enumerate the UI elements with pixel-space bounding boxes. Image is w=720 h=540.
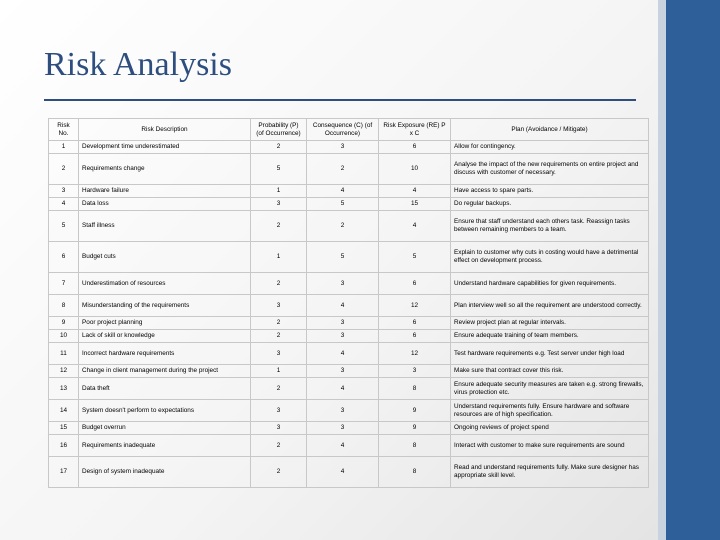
risk-exposure-value: 12 bbox=[379, 343, 451, 365]
risk-exposure-value: 6 bbox=[379, 317, 451, 330]
consequence-value: 4 bbox=[307, 295, 379, 317]
mitigation-plan: Explain to customer why cuts in costing would have a detrimental effect on development process. bbox=[451, 242, 649, 273]
probability-value: 5 bbox=[251, 154, 307, 185]
table-row bbox=[49, 273, 649, 295]
mitigation-plan: Ensure adequate security measures are taken e.g. strong firewalls, virus protection etc. bbox=[451, 378, 649, 400]
risk-number: 6 bbox=[49, 242, 79, 273]
risk-exposure-value: 6 bbox=[379, 141, 451, 154]
mitigation-plan: Do regular backups. bbox=[451, 198, 649, 211]
table-row bbox=[49, 317, 649, 330]
risk-exposure-value: 6 bbox=[379, 330, 451, 343]
risk-exposure-value: 10 bbox=[379, 154, 451, 185]
mitigation-plan: Plan interview well so all the requirement are understood correctly. bbox=[451, 295, 649, 317]
consequence-value: 4 bbox=[307, 185, 379, 198]
table-row bbox=[49, 141, 649, 154]
table-row bbox=[49, 378, 649, 400]
risk-number: 3 bbox=[49, 185, 79, 198]
risk-exposure-value: 15 bbox=[379, 198, 451, 211]
risk-description: Requirements inadequate bbox=[79, 435, 251, 457]
consequence-value: 3 bbox=[307, 330, 379, 343]
mitigation-plan: Ensure adequate training of team members. bbox=[451, 330, 649, 343]
consequence-value: 3 bbox=[307, 365, 379, 378]
header-consequence: Consequence (C) (of Occurrence) bbox=[307, 119, 379, 141]
risk-number: 9 bbox=[49, 317, 79, 330]
probability-value: 1 bbox=[251, 242, 307, 273]
probability-value: 3 bbox=[251, 343, 307, 365]
mitigation-plan: Read and understand requirements fully. Make sure designer has appropriate skill level. bbox=[451, 457, 649, 488]
risk-exposure-value: 9 bbox=[379, 422, 451, 435]
table-row bbox=[49, 457, 649, 488]
table-row bbox=[49, 154, 649, 185]
page-title: Risk Analysis bbox=[44, 46, 232, 83]
probability-value: 3 bbox=[251, 198, 307, 211]
probability-value: 2 bbox=[251, 211, 307, 242]
risk-table bbox=[48, 118, 649, 488]
risk-number: 5 bbox=[49, 211, 79, 242]
consequence-value: 3 bbox=[307, 141, 379, 154]
risk-description: Budget cuts bbox=[79, 242, 251, 273]
risk-description: Staff illness bbox=[79, 211, 251, 242]
mitigation-plan: Understand hardware capabilities for given requirements. bbox=[451, 273, 649, 295]
risk-exposure-value: 4 bbox=[379, 185, 451, 198]
mitigation-plan: Review project plan at regular intervals. bbox=[451, 317, 649, 330]
risk-description: Requirements change bbox=[79, 154, 251, 185]
risk-exposure-value: 5 bbox=[379, 242, 451, 273]
risk-exposure-value: 6 bbox=[379, 273, 451, 295]
consequence-value: 5 bbox=[307, 198, 379, 211]
mitigation-plan: Analyse the impact of the new requirements on entire project and discuss with customer of necessary. bbox=[451, 154, 649, 185]
risk-description: Poor project planning bbox=[79, 317, 251, 330]
consequence-value: 5 bbox=[307, 242, 379, 273]
risk-number: 15 bbox=[49, 422, 79, 435]
risk-description: Lack of skill or knowledge bbox=[79, 330, 251, 343]
risk-exposure-value: 4 bbox=[379, 211, 451, 242]
risk-description: Underestimation of resources bbox=[79, 273, 251, 295]
risk-number: 7 bbox=[49, 273, 79, 295]
mitigation-plan: Test hardware requirements e.g. Test server under high load bbox=[451, 343, 649, 365]
consequence-value: 4 bbox=[307, 457, 379, 488]
risk-description: Design of system inadequate bbox=[79, 457, 251, 488]
risk-description: Data loss bbox=[79, 198, 251, 211]
consequence-value: 3 bbox=[307, 422, 379, 435]
risk-number: 4 bbox=[49, 198, 79, 211]
risk-exposure-value: 8 bbox=[379, 457, 451, 488]
risk-number: 14 bbox=[49, 400, 79, 422]
consequence-value: 2 bbox=[307, 154, 379, 185]
probability-value: 2 bbox=[251, 317, 307, 330]
risk-description: Change in client management during the project bbox=[79, 365, 251, 378]
table-row bbox=[49, 211, 649, 242]
consequence-value: 3 bbox=[307, 400, 379, 422]
risk-exposure-value: 3 bbox=[379, 365, 451, 378]
header-risk-exposure: Risk Exposure (RE) P x C bbox=[379, 119, 451, 141]
probability-value: 3 bbox=[251, 400, 307, 422]
probability-value: 3 bbox=[251, 295, 307, 317]
risk-description: Budget overrun bbox=[79, 422, 251, 435]
probability-value: 2 bbox=[251, 330, 307, 343]
risk-number: 17 bbox=[49, 457, 79, 488]
risk-table-body bbox=[49, 141, 649, 488]
table-row bbox=[49, 435, 649, 457]
probability-value: 1 bbox=[251, 365, 307, 378]
risk-description: Hardware failure bbox=[79, 185, 251, 198]
risk-number: 12 bbox=[49, 365, 79, 378]
consequence-value: 4 bbox=[307, 378, 379, 400]
probability-value: 3 bbox=[251, 422, 307, 435]
risk-number: 1 bbox=[49, 141, 79, 154]
probability-value: 2 bbox=[251, 273, 307, 295]
mitigation-plan: Make sure that contract cover this risk. bbox=[451, 365, 649, 378]
table-row bbox=[49, 400, 649, 422]
risk-exposure-value: 8 bbox=[379, 435, 451, 457]
risk-description: Incorrect hardware requirements bbox=[79, 343, 251, 365]
consequence-value: 3 bbox=[307, 317, 379, 330]
table-row bbox=[49, 295, 649, 317]
consequence-value: 4 bbox=[307, 435, 379, 457]
consequence-value: 4 bbox=[307, 343, 379, 365]
right-decor-stripe bbox=[658, 0, 666, 540]
right-decor-bar bbox=[666, 0, 720, 540]
risk-number: 16 bbox=[49, 435, 79, 457]
title-divider bbox=[44, 99, 636, 101]
risk-exposure-value: 9 bbox=[379, 400, 451, 422]
mitigation-plan: Have access to spare parts. bbox=[451, 185, 649, 198]
consequence-value: 3 bbox=[307, 273, 379, 295]
mitigation-plan: Allow for contingency. bbox=[451, 141, 649, 154]
header-risk-description: Risk Description bbox=[79, 119, 251, 141]
probability-value: 2 bbox=[251, 378, 307, 400]
table-row bbox=[49, 343, 649, 365]
header-risk-no: Risk No. bbox=[49, 119, 79, 141]
table-row bbox=[49, 422, 649, 435]
table-row bbox=[49, 242, 649, 273]
header-probability: Probability (P) (of Occurrence) bbox=[251, 119, 307, 141]
table-row bbox=[49, 198, 649, 211]
table-header-row bbox=[49, 119, 649, 141]
risk-description: Data theft bbox=[79, 378, 251, 400]
mitigation-plan: Ensure that staff understand each others task. Reassign tasks between remaining members to a team. bbox=[451, 211, 649, 242]
probability-value: 2 bbox=[251, 435, 307, 457]
risk-number: 2 bbox=[49, 154, 79, 185]
mitigation-plan: Understand requirements fully. Ensure hardware and software resources are of high specification. bbox=[451, 400, 649, 422]
risk-exposure-value: 12 bbox=[379, 295, 451, 317]
risk-number: 10 bbox=[49, 330, 79, 343]
table-row bbox=[49, 185, 649, 198]
risk-description: Development time underestimated bbox=[79, 141, 251, 154]
risk-description: System doesn't perform to expectations bbox=[79, 400, 251, 422]
probability-value: 2 bbox=[251, 457, 307, 488]
mitigation-plan: Interact with customer to make sure requirements are sound bbox=[451, 435, 649, 457]
table-row bbox=[49, 365, 649, 378]
table-row bbox=[49, 330, 649, 343]
risk-number: 13 bbox=[49, 378, 79, 400]
probability-value: 1 bbox=[251, 185, 307, 198]
risk-number: 8 bbox=[49, 295, 79, 317]
consequence-value: 2 bbox=[307, 211, 379, 242]
probability-value: 2 bbox=[251, 141, 307, 154]
risk-exposure-value: 8 bbox=[379, 378, 451, 400]
header-plan: Plan (Avoidance / Mitigate) bbox=[451, 119, 649, 141]
risk-description: Misunderstanding of the requirements bbox=[79, 295, 251, 317]
mitigation-plan: Ongoing reviews of project spend bbox=[451, 422, 649, 435]
risk-number: 11 bbox=[49, 343, 79, 365]
